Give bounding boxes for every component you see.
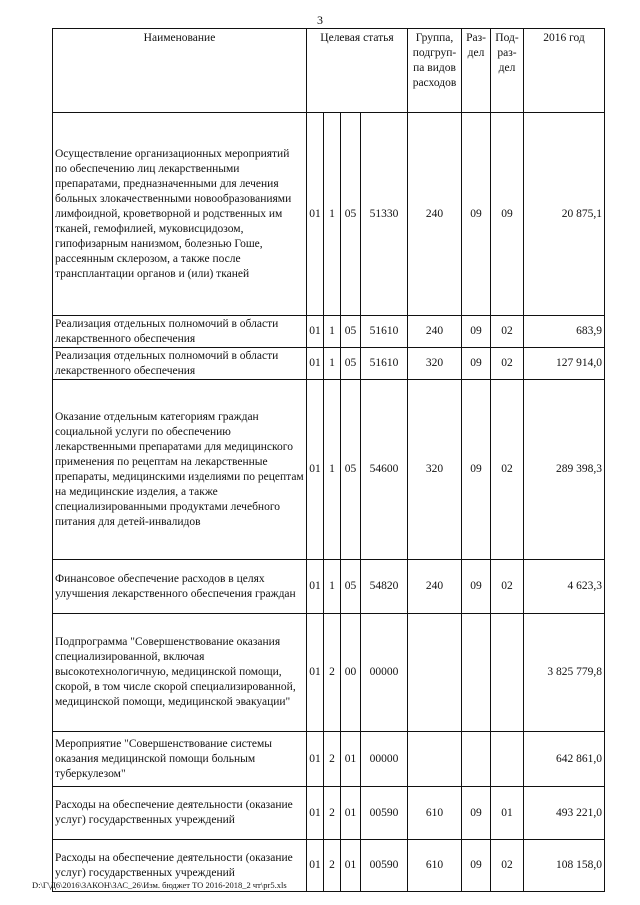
section-code	[462, 614, 491, 732]
target-code-2: 1	[324, 380, 341, 560]
target-code-3: 05	[341, 348, 361, 380]
file-path-footer: D:\Г\Д6\2016\ЗАКОН\ЗАС_26\Изм. бюджет ТО 2016-2018_2 чт\pr5.xls	[32, 880, 287, 890]
subsection-code: 02	[491, 316, 524, 348]
target-code-4: 51330	[361, 113, 408, 316]
amount: 642 861,0	[524, 732, 605, 787]
row-name: Реализация отдельных полномочий в области лекарственного обеспечения	[53, 316, 307, 348]
group-code: 240	[408, 113, 462, 316]
target-code-1: 01	[307, 732, 324, 787]
target-code-2: 1	[324, 113, 341, 316]
amount: 108 158,0	[524, 840, 605, 892]
target-code-3: 01	[341, 787, 361, 840]
section-code: 09	[462, 348, 491, 380]
section-code: 09	[462, 787, 491, 840]
target-code-4: 00590	[361, 840, 408, 892]
target-code-1: 01	[307, 840, 324, 892]
target-code-4: 00590	[361, 787, 408, 840]
subsection-code: 02	[491, 348, 524, 380]
budget-table	[52, 28, 605, 892]
group-code: 320	[408, 380, 462, 560]
page-number: 3	[317, 13, 323, 27]
amount: 4 623,3	[524, 560, 605, 614]
group-code	[408, 614, 462, 732]
target-code-3: 05	[341, 380, 361, 560]
target-code-1: 01	[307, 348, 324, 380]
table-row	[53, 614, 605, 732]
header-name: Наименование	[53, 29, 307, 113]
row-name: Мероприятие "Совершенствование системы оказания медицинской помощи больным туберкулезом"	[53, 732, 307, 787]
group-code: 610	[408, 840, 462, 892]
table-row	[53, 316, 605, 348]
section-code: 09	[462, 113, 491, 316]
target-code-1: 01	[307, 113, 324, 316]
group-code: 610	[408, 787, 462, 840]
subsection-code	[491, 614, 524, 732]
target-code-4: 51610	[361, 348, 408, 380]
target-code-4: 54820	[361, 560, 408, 614]
header-subsection: Под-раз-дел	[491, 29, 524, 113]
target-code-2: 1	[324, 348, 341, 380]
section-code: 09	[462, 840, 491, 892]
header-group: Группа, подгруп-па видов расходов	[408, 29, 462, 113]
subsection-code: 02	[491, 380, 524, 560]
row-name: Оказание отдельным категориям граждан социальной услуги по обеспечению лекарственными препаратами для медицинского применения по рецептам на лекарственные препараты, медицинскими изделиями по рецептам на медицинские изделия, а также специализированными продуктами лечебного питания для детей-инвалидов	[53, 380, 307, 560]
group-code: 240	[408, 560, 462, 614]
table-row	[53, 113, 605, 316]
amount: 20 875,1	[524, 113, 605, 316]
amount: 493 221,0	[524, 787, 605, 840]
section-code: 09	[462, 380, 491, 560]
target-code-4: 54600	[361, 380, 408, 560]
target-code-3: 01	[341, 840, 361, 892]
row-name: Расходы на обеспечение деятельности (оказание услуг) государственных учреждений	[53, 787, 307, 840]
target-code-1: 01	[307, 614, 324, 732]
row-name: Реализация отдельных полномочий в области лекарственного обеспечения	[53, 348, 307, 380]
header-target: Целевая статья	[307, 29, 408, 113]
section-code: 09	[462, 316, 491, 348]
row-name: Подпрограмма "Совершенствование оказания специализированной, включая высокотехнологичную, медицинской помощи, скорой, в том числе скорой специализированной, медицинской помощи, медицинской эвакуации"	[53, 614, 307, 732]
section-code: 09	[462, 560, 491, 614]
header-year: 2016 год	[524, 29, 605, 113]
amount: 289 398,3	[524, 380, 605, 560]
subsection-code: 01	[491, 787, 524, 840]
table-row	[53, 380, 605, 560]
row-name: Осуществление организационных мероприятий по обеспечению лиц лекарственными препаратами, предназначенными для лечения больных злокачественными новообразованиями лимфоидной, кроветворной и родственных им тканей, гемофилией, муковисцидозом, гипофизарным нанизмом, болезнью Гоше, рассеянным склерозом, а также после трансплантации органов и (или) тканей	[53, 113, 307, 316]
header-row	[53, 29, 605, 113]
target-code-2: 1	[324, 560, 341, 614]
table-row	[53, 787, 605, 840]
target-code-2: 2	[324, 787, 341, 840]
target-code-1: 01	[307, 316, 324, 348]
header-section: Раз-дел	[462, 29, 491, 113]
target-code-1: 01	[307, 560, 324, 614]
target-code-2: 2	[324, 614, 341, 732]
group-code: 240	[408, 316, 462, 348]
subsection-code: 02	[491, 840, 524, 892]
group-code: 320	[408, 348, 462, 380]
target-code-3: 05	[341, 560, 361, 614]
target-code-2: 1	[324, 316, 341, 348]
amount: 683,9	[524, 316, 605, 348]
table-row	[53, 732, 605, 787]
target-code-1: 01	[307, 787, 324, 840]
amount: 3 825 779,8	[524, 614, 605, 732]
row-name: Финансовое обеспечение расходов в целях улучшения лекарственного обеспечения граждан	[53, 560, 307, 614]
target-code-3: 01	[341, 732, 361, 787]
target-code-4: 00000	[361, 614, 408, 732]
group-code	[408, 732, 462, 787]
amount: 127 914,0	[524, 348, 605, 380]
subsection-code: 02	[491, 560, 524, 614]
table-row	[53, 348, 605, 380]
target-code-4: 00000	[361, 732, 408, 787]
row-name: Расходы на обеспечение деятельности (оказание услуг) государственных учреждений	[53, 840, 307, 892]
target-code-1: 01	[307, 380, 324, 560]
target-code-3: 05	[341, 316, 361, 348]
subsection-code: 09	[491, 113, 524, 316]
target-code-3: 00	[341, 614, 361, 732]
target-code-3: 05	[341, 113, 361, 316]
target-code-2: 2	[324, 732, 341, 787]
table-row	[53, 560, 605, 614]
subsection-code	[491, 732, 524, 787]
target-code-2: 2	[324, 840, 341, 892]
target-code-4: 51610	[361, 316, 408, 348]
section-code	[462, 732, 491, 787]
